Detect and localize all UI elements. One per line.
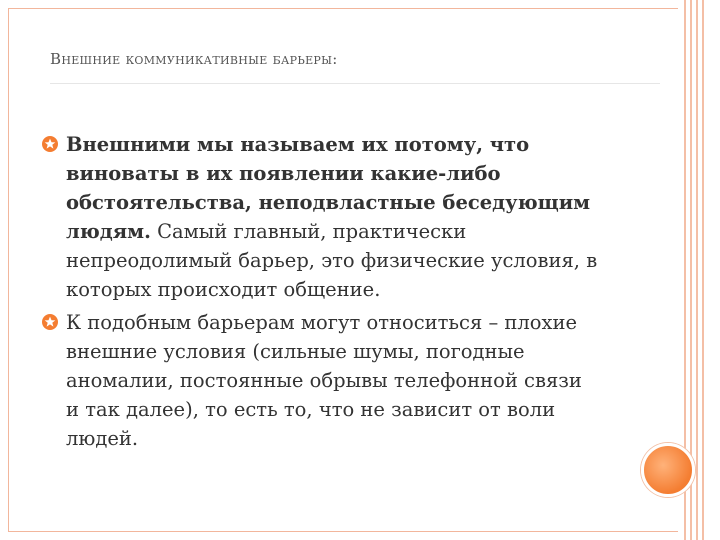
bullet-text: К подобным барьерам могут относиться – плохие внешние условия (сильные шумы, погодные аномалии, постоянные обрывы телефонной связи и так далее), то есть то, что не зависит от воли людей.: [66, 311, 582, 450]
slide-title: Внешние коммуникативные барьеры:: [50, 50, 338, 68]
decorative-circle: [641, 443, 695, 497]
bullet-item: [40, 130, 600, 304]
bullet-item: [40, 308, 600, 453]
star-bullet-icon: [42, 314, 58, 330]
star-bullet-icon: [42, 136, 58, 152]
bullet-text: Самый главный, практически непреодолимый барьер, это физические условия, в которых происходит общение.: [66, 220, 598, 301]
bullet-list: [40, 130, 600, 457]
bullet-bold-text: Внешними мы называем их потому, что виноваты в их появлении какие-либо обстоятельства, неподвластные беседующим людям.: [66, 133, 591, 243]
title-divider: [50, 83, 660, 84]
